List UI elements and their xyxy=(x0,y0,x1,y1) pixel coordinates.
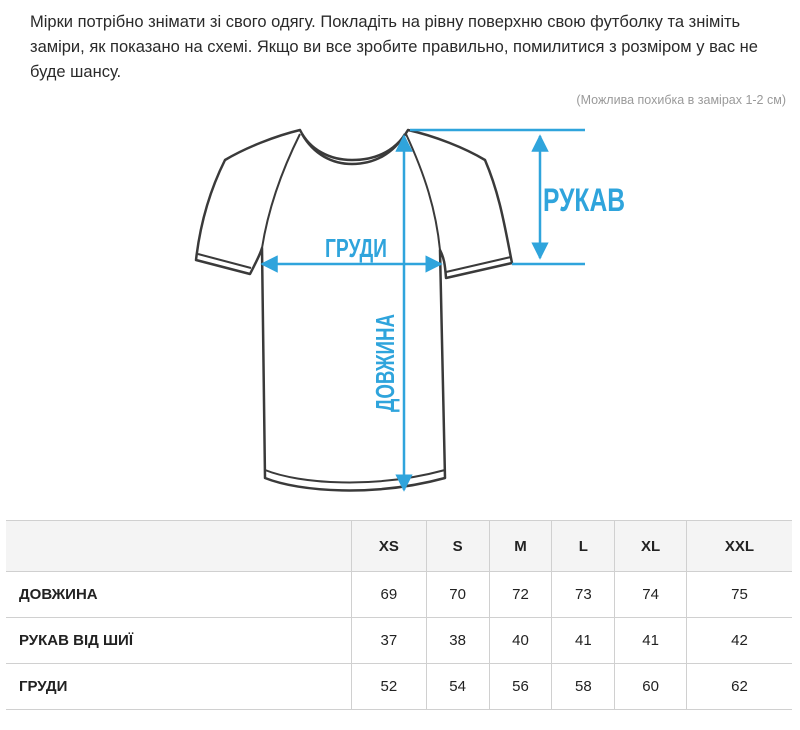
length-label: ДОВЖИНА xyxy=(370,275,400,412)
intro-text: Мірки потрібно знімати зі свого одягу. Покладіть на рівну поверхню свою футболку та зніміть заміри, як показано на схемі. Якщо ви все зробите правильно, помилитися з розміром у вас не буде шансу. xyxy=(30,13,758,81)
row-label: РУКАВ ВІД ШИЇ xyxy=(6,618,352,664)
table-cell: 42 xyxy=(686,618,792,664)
chest-label: ГРУДИ xyxy=(325,233,387,263)
table-cell: 38 xyxy=(426,618,489,664)
tshirt-outline xyxy=(196,130,512,490)
table-cell: 62 xyxy=(686,664,792,710)
size-m: M xyxy=(489,521,552,572)
size-xs: XS xyxy=(352,521,427,572)
table-cell: 69 xyxy=(352,572,427,618)
row-label: ДОВЖИНА xyxy=(6,572,352,618)
table-cell: 40 xyxy=(489,618,552,664)
header-corner xyxy=(6,521,352,572)
table-row xyxy=(6,572,792,618)
table-cell: 73 xyxy=(552,572,615,618)
size-xl: XL xyxy=(615,521,687,572)
table-cell: 72 xyxy=(489,572,552,618)
table-cell: 41 xyxy=(552,618,615,664)
size-l: L xyxy=(552,521,615,572)
table-cell: 52 xyxy=(352,664,427,710)
table-cell: 54 xyxy=(426,664,489,710)
table-cell: 60 xyxy=(615,664,687,710)
size-table xyxy=(6,520,792,710)
table-cell: 58 xyxy=(552,664,615,710)
row-label: ГРУДИ xyxy=(6,664,352,710)
tshirt-measurement-diagram xyxy=(0,118,800,503)
table-cell: 70 xyxy=(426,572,489,618)
table-cell: 37 xyxy=(352,618,427,664)
table-row xyxy=(6,664,792,710)
sleeve-label: РУКАВ xyxy=(543,182,625,218)
measurement-error-note: (Можлива похибка в замірах 1-2 см) xyxy=(576,93,786,107)
table-cell: 75 xyxy=(686,572,792,618)
table-row xyxy=(6,618,792,664)
size-xxl: XXL xyxy=(686,521,792,572)
table-cell: 56 xyxy=(489,664,552,710)
size-s: S xyxy=(426,521,489,572)
size-header-row xyxy=(6,521,792,572)
table-cell: 41 xyxy=(615,618,687,664)
table-cell: 74 xyxy=(615,572,687,618)
